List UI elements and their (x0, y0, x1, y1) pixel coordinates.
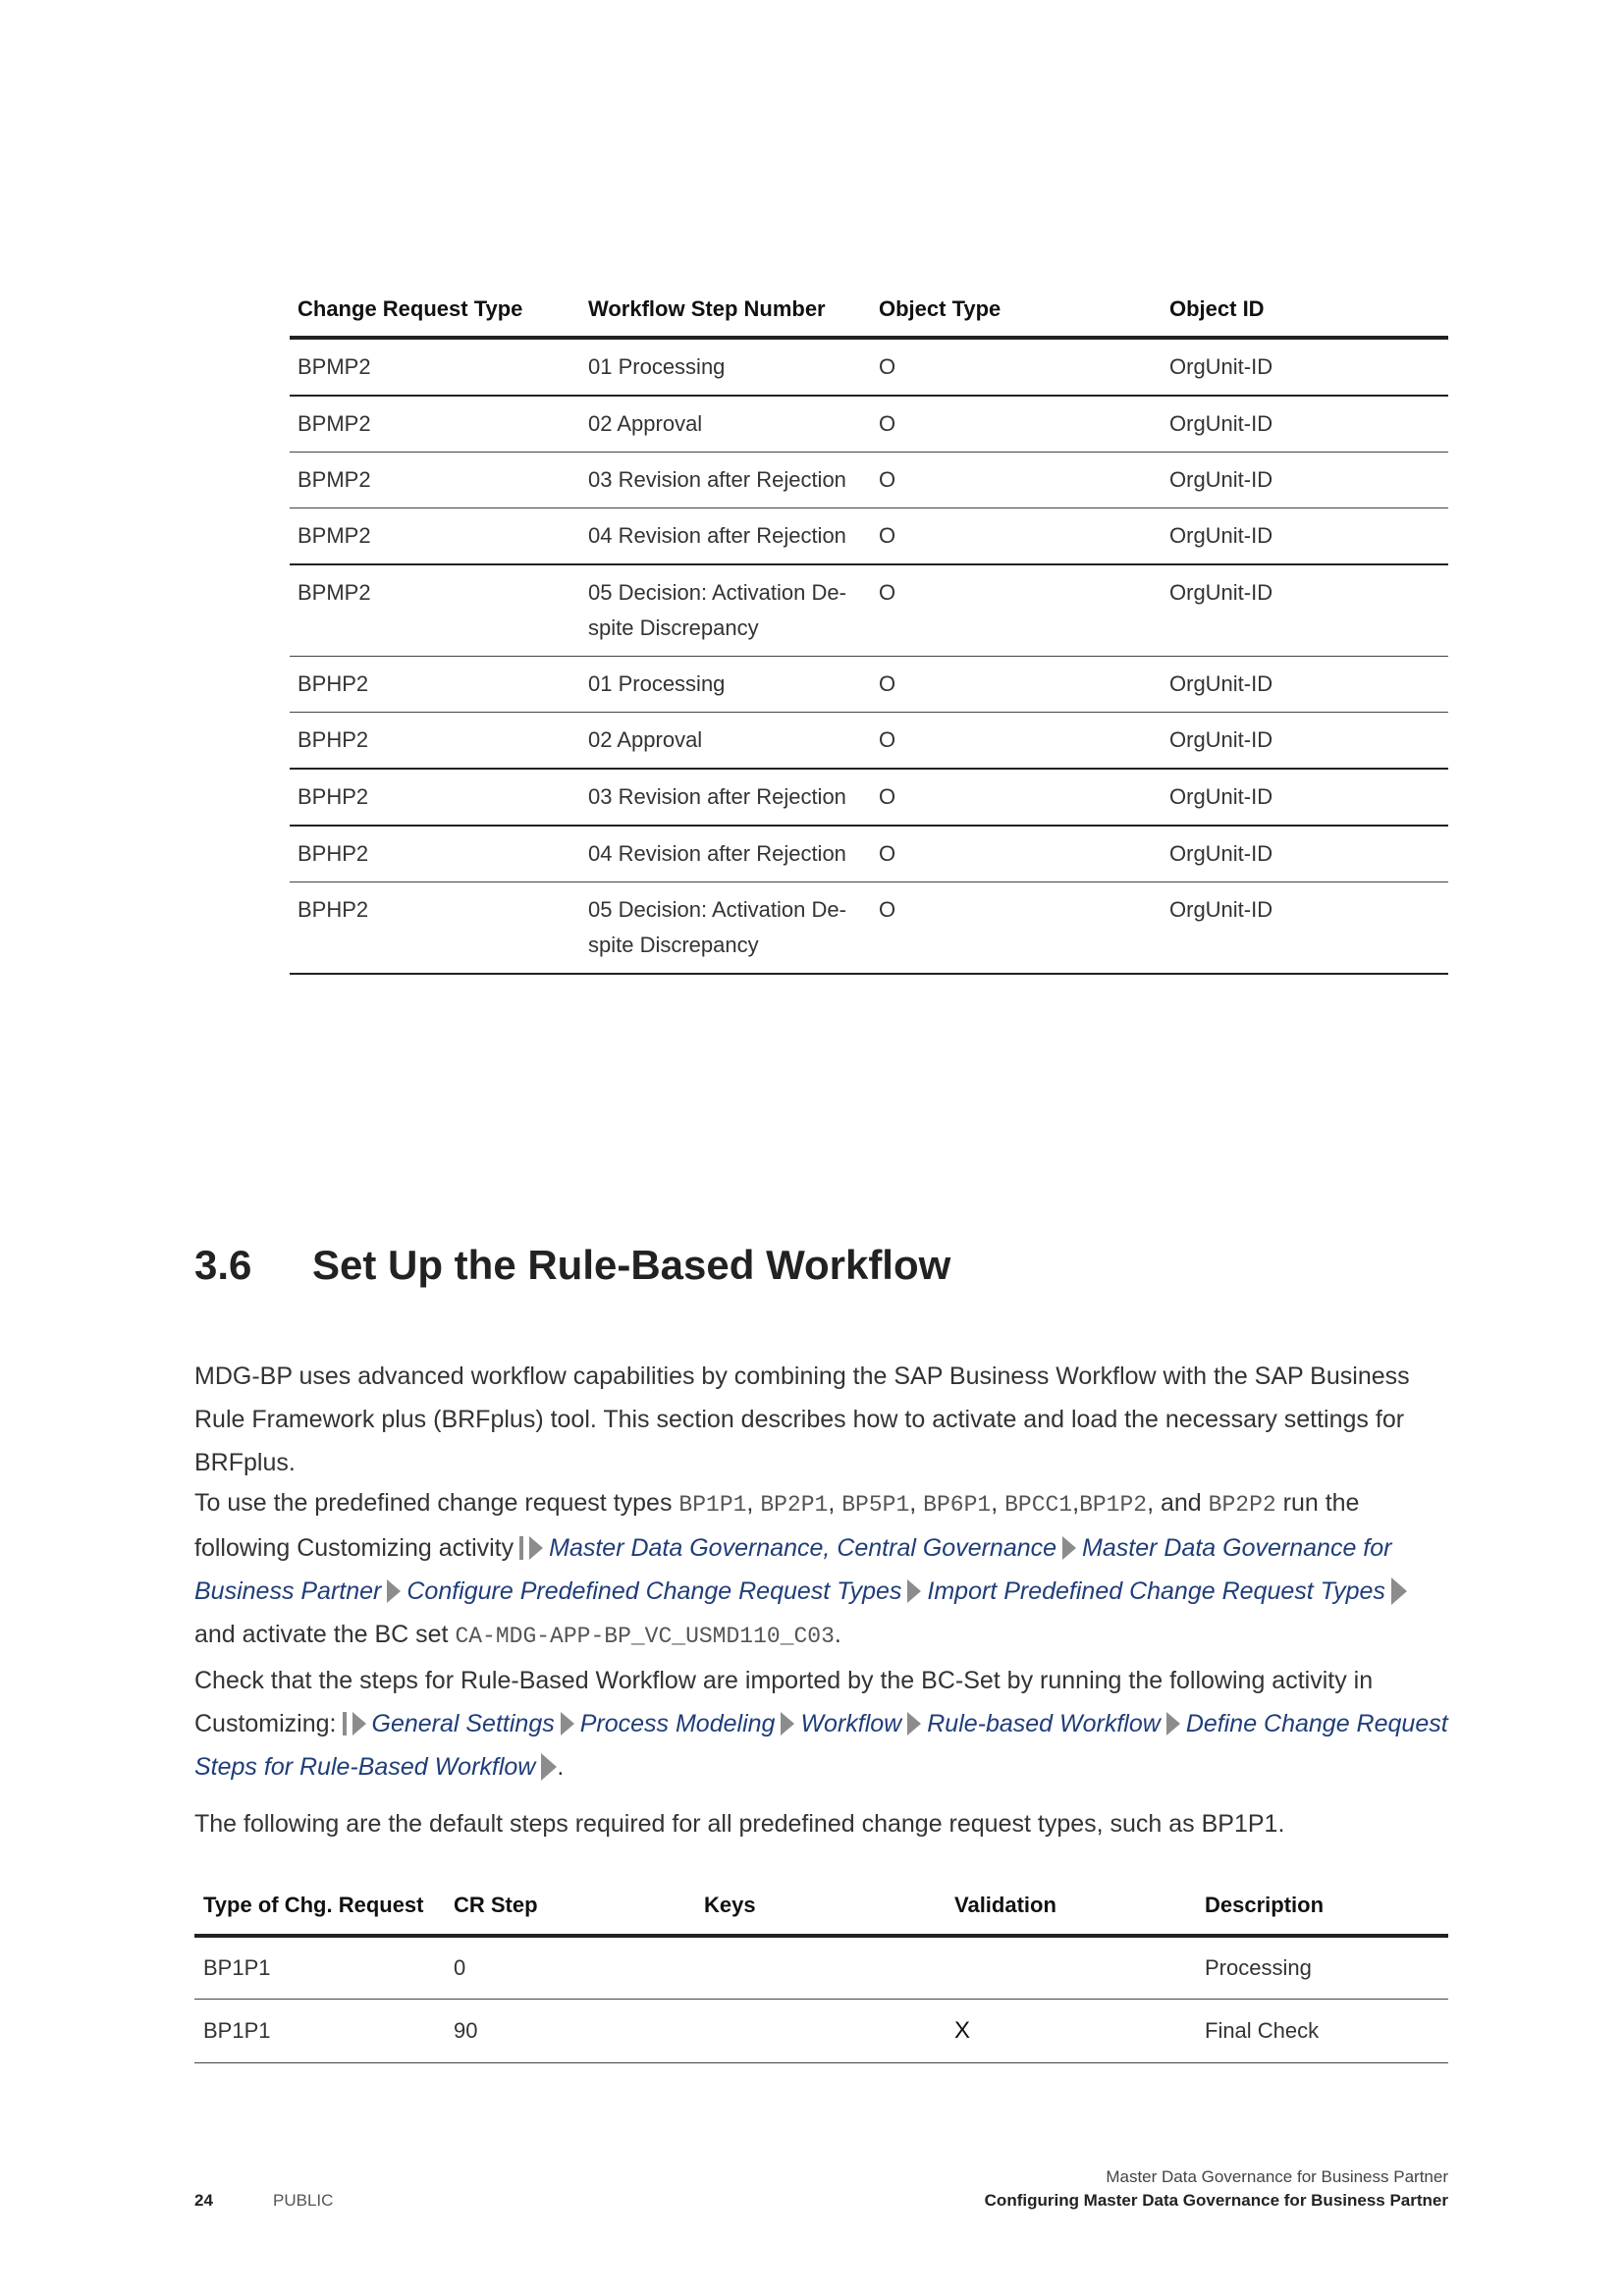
chevron-right-icon (387, 1579, 401, 1603)
table-row (290, 657, 1448, 713)
table-cell: OrgUnit-ID (1162, 508, 1448, 565)
menu-path-link[interactable]: General Settings (371, 1710, 555, 1737)
column-header: Validation (946, 1883, 1196, 1936)
table-cell: OrgUnit-ID (1162, 882, 1448, 975)
menu-path-link[interactable]: Define Change Request Steps for Rule-Based Workflow (194, 1710, 1448, 1781)
table-cell: BPMP2 (290, 453, 580, 508)
column-header: Keys (695, 1883, 946, 1936)
paragraph-text: Check that the steps for Rule-Based Workflow are imported by the BC-Set by running the following activity in Customizing: (194, 1667, 1374, 1737)
menu-path-link[interactable]: Workflow (800, 1710, 902, 1737)
chevron-right-icon (561, 1712, 574, 1735)
table-row (290, 769, 1448, 826)
table-cell: OrgUnit-ID (1162, 396, 1448, 453)
document-title: Master Data Governance for Business Partner (1106, 2167, 1448, 2186)
paragraph-text: To use the predefined change request types (194, 1489, 673, 1517)
menu-path-link[interactable]: Rule-based Workflow (927, 1710, 1161, 1737)
menu-path-link[interactable]: Import Predefined Change Request Types (927, 1577, 1385, 1605)
chevron-right-icon (352, 1712, 366, 1735)
table-header-row (290, 285, 1448, 338)
cr-steps-table (194, 1883, 1448, 2063)
table-cell: OrgUnit-ID (1162, 713, 1448, 770)
table-cell: 04 Revision after Rejection (580, 508, 871, 565)
table-row (290, 453, 1448, 508)
table-cell: O (871, 396, 1162, 453)
table-row (290, 826, 1448, 882)
code-term: BP6P1 (923, 1492, 992, 1518)
paragraph-text: and (1160, 1489, 1202, 1517)
table-cell: OrgUnit-ID (1162, 826, 1448, 882)
table-cell: O (871, 713, 1162, 770)
table-cell (695, 2000, 946, 2063)
code-term: BP2P2 (1208, 1492, 1276, 1518)
default-steps-paragraph: The following are the default steps required for all predefined change request types, such as BP1P1. (194, 1810, 1285, 1838)
code-term: BP2P1 (760, 1492, 829, 1518)
column-header: Workflow Step Number (580, 285, 871, 338)
table-row (290, 508, 1448, 565)
code-term: BP1P1 (678, 1492, 747, 1518)
column-header: Object ID (1162, 285, 1448, 338)
table-cell: 90 (445, 2000, 695, 2063)
table-row (290, 713, 1448, 770)
column-header: Change Request Type (290, 285, 580, 338)
paragraph-text: and activate the BC set (194, 1621, 449, 1648)
table-cell: Final Check (1196, 2000, 1448, 2063)
menu-path-link[interactable]: Configure Predefined Change Request Types (406, 1577, 902, 1605)
table-cell: O (871, 769, 1162, 826)
table-cell: BPMP2 (290, 396, 580, 453)
workflow-steps-table (290, 285, 1448, 975)
table-cell: BPMP2 (290, 508, 580, 565)
chapter-title: Configuring Master Data Governance for Business Partner (984, 2191, 1448, 2210)
table-cell: Processing (1196, 1936, 1448, 2000)
table-row (290, 396, 1448, 453)
chevron-right-icon (781, 1712, 794, 1735)
table-row (194, 2000, 1448, 2063)
table-cell: 05 Decision: Activation De-spite Discrepancy (580, 882, 871, 975)
table-row (290, 882, 1448, 975)
chevron-right-icon (1062, 1536, 1076, 1560)
table-cell: O (871, 453, 1162, 508)
table-cell: OrgUnit-ID (1162, 453, 1448, 508)
table-cell: 04 Revision after Rejection (580, 826, 871, 882)
column-header: Type of Chg. Request (194, 1883, 445, 1936)
menu-path-link[interactable]: Master Data Governance, Central Governance (549, 1534, 1057, 1562)
table-cell: 01 Processing (580, 657, 871, 713)
intro-paragraph: MDG-BP uses advanced workflow capabilities by combining the SAP Business Workflow with the SAP Business Rule Framework plus (BRFplus) tool. This section describes how to activate and load the necessary settings for BRFplus. (194, 1362, 1410, 1476)
chevron-right-icon (1166, 1712, 1180, 1735)
table-cell: BP1P1 (194, 2000, 445, 2063)
column-header: Object Type (871, 285, 1162, 338)
table-cell: O (871, 564, 1162, 657)
table-cell: BPHP2 (290, 769, 580, 826)
section-title: Set Up the Rule-Based Workflow (312, 1242, 951, 1288)
table-cell: O (871, 882, 1162, 975)
chevron-right-icon (529, 1536, 543, 1560)
code-term: BP1P2 (1079, 1492, 1148, 1518)
table-cell: 0 (445, 1936, 695, 2000)
check-steps-paragraph: Check that the steps for Rule-Based Workflow are imported by the BC-Set by running the following activity in Customizing: General Settings Process Modeling Workflow Rule-based Workflow Define Change Request Steps for Rule-Based Workflow . (194, 1667, 1448, 1781)
table-cell: O (871, 657, 1162, 713)
table-cell: BPMP2 (290, 564, 580, 657)
table-cell: BPHP2 (290, 713, 580, 770)
bc-set-code: CA-MDG-APP-BP_VC_USMD110_C03 (455, 1624, 835, 1649)
table-cell: OrgUnit-ID (1162, 338, 1448, 396)
table-cell: O (871, 508, 1162, 565)
classification-label: PUBLIC (273, 2191, 334, 2210)
table-cell: 05 Decision: Activation De-spite Discrepancy (580, 564, 871, 657)
column-header: CR Step (445, 1883, 695, 1936)
path-end-icon (541, 1753, 557, 1781)
column-header: Description (1196, 1883, 1448, 1936)
path-start-icon (519, 1536, 523, 1560)
section-number: 3.6 (194, 1242, 252, 1288)
table-cell: O (871, 338, 1162, 396)
table-cell: BPHP2 (290, 882, 580, 975)
table-cell (695, 1936, 946, 2000)
customizing-paragraph: To use the predefined change request types BP1P1, BP2P1, BP5P1, BP6P1, BPCC1,BP1P2, and BP2P2 run the following Customizing activity Master Data Governance, Central Governance Master Data Governance for Business Partner Configure Predefined Change Request Types Import Predefined Change Request Types and activate the BC set CA-MDG-APP-BP_VC_USMD110_C03. (194, 1481, 1451, 1658)
table-cell: O (871, 826, 1162, 882)
chevron-right-icon (907, 1712, 921, 1735)
table-cell: BPHP2 (290, 826, 580, 882)
menu-path-link[interactable]: Process Modeling (579, 1710, 776, 1737)
table-cell: BP1P1 (194, 1936, 445, 2000)
table-header-row (194, 1883, 1448, 1936)
table-cell: 02 Approval (580, 396, 871, 453)
table-cell: OrgUnit-ID (1162, 564, 1448, 657)
table-cell: OrgUnit-ID (1162, 769, 1448, 826)
table-cell: 03 Revision after Rejection (580, 453, 871, 508)
table-cell: 02 Approval (580, 713, 871, 770)
menu-path-link[interactable]: Master Data Governance for Business Partner (194, 1534, 1392, 1605)
table-row (290, 564, 1448, 657)
page-number: 24 (194, 2191, 213, 2210)
table-row (290, 338, 1448, 396)
table-cell: OrgUnit-ID (1162, 657, 1448, 713)
path-end-icon (1391, 1577, 1407, 1605)
table-cell (946, 1936, 1196, 2000)
code-term: BP5P1 (841, 1492, 910, 1518)
chevron-right-icon (907, 1579, 921, 1603)
table-cell: BPHP2 (290, 657, 580, 713)
paragraph-text: run the following Customizing activity (194, 1489, 1360, 1562)
path-start-icon (343, 1712, 347, 1735)
code-term: BPCC1 (1004, 1492, 1073, 1518)
table-cell: X (946, 2000, 1196, 2063)
table-cell: 03 Revision after Rejection (580, 769, 871, 826)
table-row (194, 1936, 1448, 2000)
table-cell: BPMP2 (290, 338, 580, 396)
table-cell: 01 Processing (580, 338, 871, 396)
